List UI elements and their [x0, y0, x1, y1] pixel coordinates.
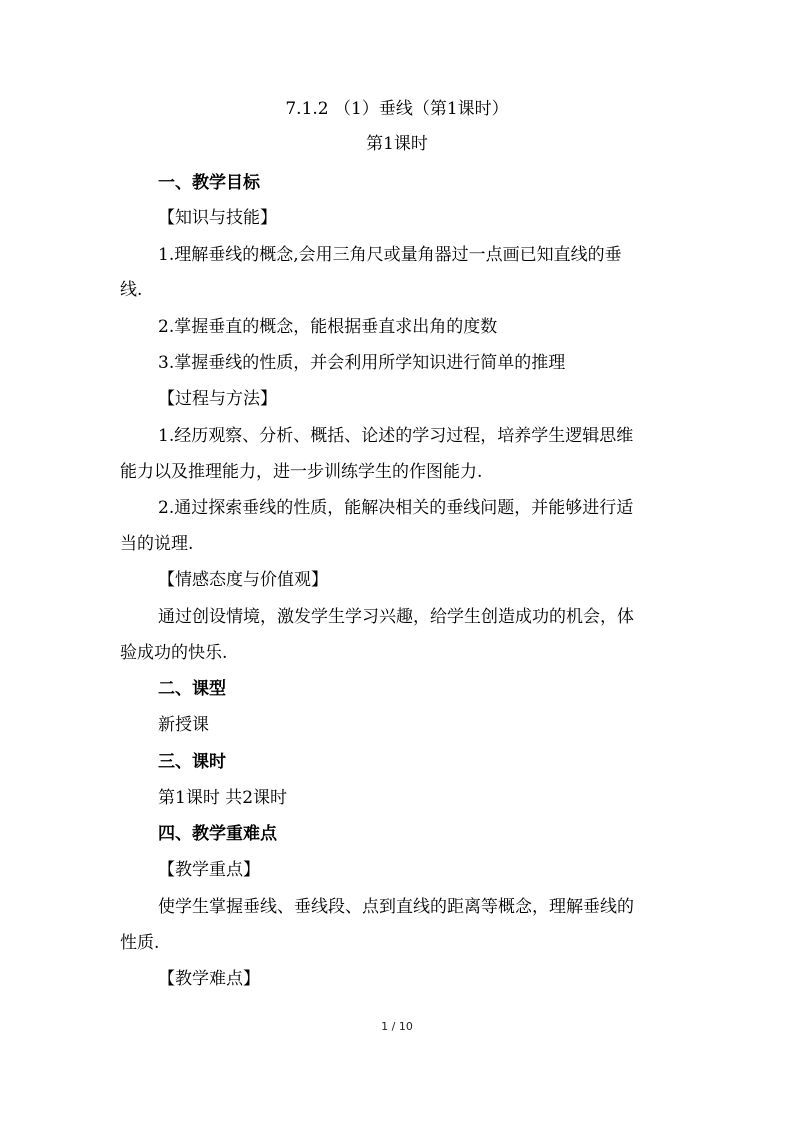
section-heading-objectives: 一、教学目标	[158, 173, 260, 193]
paragraph-line: 2.通过探索垂线的性质，能解决相关的垂线问题，并能够进行适	[158, 498, 634, 518]
paragraph-line: 新授课	[158, 715, 209, 735]
page-indicator: 1 / 10	[381, 1020, 413, 1033]
paragraph-line: 使学生掌握垂线、垂线段、点到直线的距离等概念，理解垂线的	[158, 897, 634, 917]
document-title: 7.1.2 （1）垂线（第1课时）	[285, 99, 509, 119]
subheading-process-methods: 【过程与方法】	[158, 389, 277, 409]
section-heading-lesson-type: 二、课型	[158, 679, 226, 699]
paragraph-line: 1.理解垂线的概念,会用三角尺或量角器过一点画已知直线的垂	[158, 245, 622, 265]
subheading-attitude-values: 【情感态度与价值观】	[158, 570, 328, 590]
paragraph-line: 第1课时 共2课时	[158, 788, 288, 808]
section-heading-periods: 三、课时	[158, 752, 226, 772]
paragraph-line: 1.经历观察、分析、概括、论述的学习过程，培养学生逻辑思维	[158, 426, 634, 446]
paragraph-line: 当的说理.	[120, 534, 194, 554]
section-heading-key-difficult-points: 四、教学重难点	[158, 824, 277, 844]
subheading-knowledge-skills: 【知识与技能】	[158, 208, 277, 228]
paragraph-line: 能力以及推理能力，进一步训练学生的作图能力.	[120, 462, 483, 482]
paragraph-line: 通过创设情境，激发学生学习兴趣，给学生创造成功的机会，体	[158, 607, 634, 627]
paragraph-line: 2.掌握垂直的概念，能根据垂直求出角的度数	[158, 317, 498, 337]
paragraph-line: 验成功的快乐.	[120, 643, 228, 663]
subheading-difficult-points: 【教学难点】	[158, 969, 260, 989]
subheading-key-points: 【教学重点】	[158, 860, 260, 880]
paragraph-line: 线.	[120, 280, 143, 300]
paragraph-line: 性质.	[120, 933, 160, 953]
paragraph-line: 3.掌握垂线的性质，并会利用所学知识进行简单的推理	[158, 353, 566, 373]
document-subtitle: 第1课时	[366, 134, 428, 154]
